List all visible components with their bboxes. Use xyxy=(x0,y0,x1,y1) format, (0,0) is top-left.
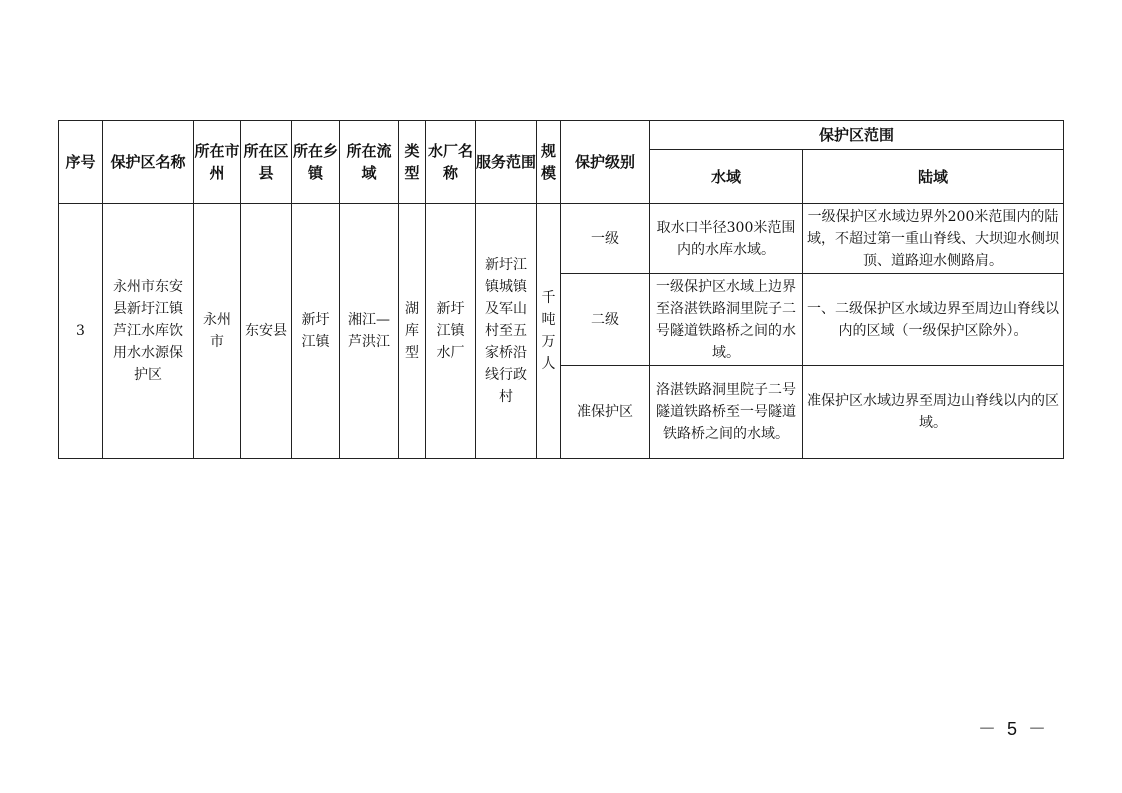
cell-level-3: 准保护区 xyxy=(561,366,650,459)
header-name: 保护区名称 xyxy=(103,121,194,204)
header-range: 保护区范围 xyxy=(650,121,1064,150)
header-city: 所在市州 xyxy=(194,121,241,204)
header-service: 服务范围 xyxy=(476,121,537,204)
cell-land-3: 准保护区水域边界至周边山脊线以内的区域。 xyxy=(803,366,1064,459)
protection-area-table xyxy=(58,120,1064,459)
cell-index: 3 xyxy=(59,204,103,459)
cell-plant: 新圩江镇水厂 xyxy=(426,204,476,459)
cell-basin: 湘江—芦洪江 xyxy=(340,204,399,459)
cell-type: 湖库型 xyxy=(399,204,426,459)
cell-water-1: 取水口半径300米范围内的水库水域。 xyxy=(650,204,803,274)
table-row xyxy=(59,204,1064,274)
header-scale: 规模 xyxy=(537,121,561,204)
cell-land-2: 一、二级保护区水域边界至周边山脊线以内的区域（一级保护区除外）。 xyxy=(803,274,1064,366)
page-number: － 5 － xyxy=(978,719,1050,739)
header-level: 保护级别 xyxy=(561,121,650,204)
header-index: 序号 xyxy=(59,121,103,204)
header-basin: 所在流域 xyxy=(340,121,399,204)
cell-scale: 千吨万人 xyxy=(537,204,561,459)
header-county: 所在区县 xyxy=(241,121,292,204)
cell-land-1: 一级保护区水域边界外200米范围内的陆域，不超过第一重山脊线、大坝迎水侧坝顶、道路迎水侧路肩。 xyxy=(803,204,1064,274)
cell-water-2: 一级保护区水域上边界至洛湛铁路洞里院子二号隧道铁路桥之间的水域。 xyxy=(650,274,803,366)
cell-water-3: 洛湛铁路洞里院子二号隧道铁路桥至一号隧道铁路桥之间的水域。 xyxy=(650,366,803,459)
header-type: 类型 xyxy=(399,121,426,204)
header-land: 陆域 xyxy=(803,150,1064,204)
header-water: 水域 xyxy=(650,150,803,204)
header-town: 所在乡镇 xyxy=(292,121,340,204)
cell-service: 新圩江镇城镇及军山村至五家桥沿线行政村 xyxy=(476,204,537,459)
cell-level-1: 一级 xyxy=(561,204,650,274)
header-row-1 xyxy=(59,121,1064,150)
cell-level-2: 二级 xyxy=(561,274,650,366)
header-plant: 水厂名称 xyxy=(426,121,476,204)
cell-county: 东安县 xyxy=(241,204,292,459)
cell-name: 永州市东安县新圩江镇芦江水库饮用水水源保护区 xyxy=(103,204,194,459)
cell-town: 新圩江镇 xyxy=(292,204,340,459)
cell-city: 永州市 xyxy=(194,204,241,459)
protection-area-table-container xyxy=(58,120,1064,459)
